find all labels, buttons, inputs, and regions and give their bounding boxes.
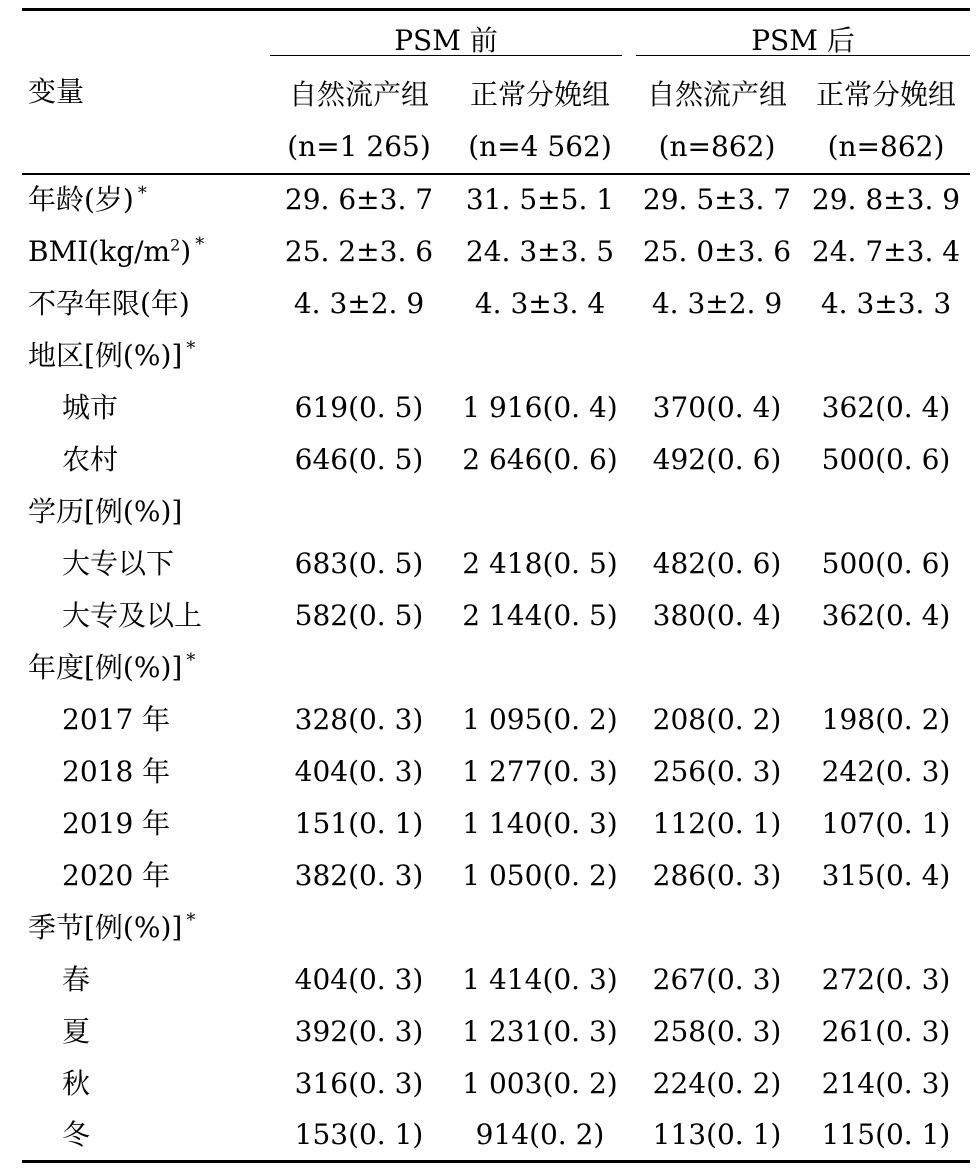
table-cell	[802, 642, 970, 694]
row-label-text: 2019 年	[62, 806, 171, 840]
table-cell: 286(0. 3)	[652, 858, 782, 892]
significance-marker: *	[186, 910, 196, 932]
table-cell: 4. 3±3. 3	[820, 286, 952, 320]
table-cell: 151(0. 1)	[294, 806, 424, 840]
table-cell	[270, 330, 448, 382]
row-label-text: 不孕年限(年)	[28, 286, 190, 320]
table-row	[22, 226, 970, 278]
table-cell	[802, 486, 970, 538]
table-cell: 619(0. 5)	[294, 390, 424, 424]
table-cell: 1 140(0. 3)	[462, 806, 618, 840]
table-cell: 582(0. 5)	[294, 598, 424, 632]
row-label	[22, 642, 270, 694]
table-row	[22, 434, 970, 486]
table-cell	[448, 902, 632, 954]
table-cell: 1 095(0. 2)	[462, 702, 618, 736]
table-cell: 1 231(0. 3)	[462, 1014, 618, 1048]
table-row	[22, 902, 970, 954]
table-cell: 24. 3±3. 5	[465, 234, 615, 268]
table-row	[22, 1006, 970, 1058]
table-cell: 224(0. 2)	[652, 1066, 782, 1100]
table-cell	[270, 642, 448, 694]
table-cell	[632, 330, 802, 382]
row-label-text: 夏	[62, 1014, 91, 1048]
row-label-text: 秋	[62, 1066, 91, 1100]
row-label	[22, 330, 270, 382]
row-label-text: 春	[62, 962, 91, 996]
group-after-label: PSM 后	[636, 27, 970, 56]
table-cell: 2 646(0. 6)	[462, 442, 618, 476]
table-cell: 1 003(0. 2)	[462, 1066, 618, 1100]
col-header-before-abortion: 自然流产组	[288, 77, 429, 111]
row-label-text: 年龄(岁)	[28, 183, 134, 216]
table-row	[22, 954, 970, 1006]
table-cell: 112(0. 1)	[652, 806, 782, 840]
row-label	[22, 746, 270, 798]
row-label-text: 农村	[62, 442, 119, 476]
table-cell: 261(0. 3)	[821, 1014, 951, 1048]
table-cell: 328(0. 3)	[294, 702, 424, 736]
table-cell: 272(0. 3)	[821, 962, 951, 996]
table-cell: 500(0. 6)	[821, 546, 951, 580]
table-cell: 113(0. 1)	[632, 1110, 802, 1162]
table-cell: 4. 3±2. 9	[651, 286, 783, 320]
table-cell: 380(0. 4)	[652, 598, 782, 632]
row-label-text: 地区[例(%)]	[28, 338, 183, 372]
table-cell: 153(0. 1)	[270, 1110, 448, 1162]
table-cell	[270, 902, 448, 954]
row-label	[22, 902, 270, 954]
table-cell: 2 418(0. 5)	[462, 546, 618, 580]
row-label-text: 2017 年	[62, 702, 171, 736]
row-label-text: 冬	[62, 1117, 91, 1151]
table-cell: 316(0. 3)	[294, 1066, 424, 1100]
row-label	[22, 954, 270, 1006]
table-row	[22, 330, 970, 382]
table-cell: 25. 2±3. 6	[284, 234, 434, 268]
table-cell: 404(0. 3)	[294, 754, 424, 788]
table-cell	[632, 642, 802, 694]
n-before-abortion: (n=1 265)	[270, 122, 448, 174]
row-label-text: 年度[例(%)]	[28, 650, 183, 684]
table-cell: 646(0. 5)	[294, 442, 424, 476]
table-cell: 198(0. 2)	[821, 702, 951, 736]
row-label	[22, 1110, 270, 1162]
row-label-text: 大专以下	[62, 546, 175, 580]
variable-header: 变量	[22, 10, 270, 174]
table-row	[22, 798, 970, 850]
row-label	[22, 174, 270, 226]
table-row	[22, 850, 970, 902]
row-label-text: 城市	[62, 390, 119, 424]
table-cell: 683(0. 5)	[294, 546, 424, 580]
table-row	[22, 382, 970, 434]
table-cell: 29. 8±3. 9	[811, 183, 961, 216]
table-cell: 31. 5±5. 1	[465, 183, 615, 216]
n-after-abortion: (n=862)	[632, 122, 802, 174]
data-table	[22, 8, 970, 1163]
table-cell: 214(0. 3)	[821, 1066, 951, 1100]
row-label	[22, 694, 270, 746]
group-before-label: PSM 前	[270, 27, 622, 56]
table-row	[22, 486, 970, 538]
table-row	[22, 694, 970, 746]
table-row	[22, 746, 970, 798]
table-cell: 1 050(0. 2)	[462, 858, 618, 892]
table-cell: 362(0. 4)	[821, 390, 951, 424]
table-cell: 258(0. 3)	[652, 1014, 782, 1048]
n-before-normal: (n=4 562)	[448, 122, 632, 174]
row-label-superscript: 2	[170, 235, 181, 255]
row-label	[22, 798, 270, 850]
significance-marker: *	[186, 650, 196, 672]
table-row	[22, 278, 970, 330]
significance-marker: *	[195, 234, 205, 256]
row-label-tail: )	[180, 234, 192, 268]
table-cell: 267(0. 3)	[652, 962, 782, 996]
table-row	[22, 1058, 970, 1110]
table-cell	[448, 330, 632, 382]
table-cell: 362(0. 4)	[821, 598, 951, 632]
significance-marker: *	[186, 338, 196, 360]
row-label	[22, 278, 270, 330]
table-cell	[270, 486, 448, 538]
table-cell	[448, 486, 632, 538]
table-header	[22, 10, 970, 174]
table-cell: 4. 3±3. 4	[474, 286, 606, 320]
table-cell: 492(0. 6)	[652, 442, 782, 476]
table-cell: 1 916(0. 4)	[462, 390, 618, 424]
table-cell: 370(0. 4)	[652, 390, 782, 424]
table-cell: 1 277(0. 3)	[462, 754, 618, 788]
col-header-after-normal: 正常分娩组	[815, 77, 956, 111]
table-cell: 404(0. 3)	[294, 962, 424, 996]
row-label-text: 2018 年	[62, 754, 171, 788]
row-label-text: 大专及以上	[62, 598, 203, 632]
table-cell: 315(0. 4)	[821, 858, 951, 892]
row-label	[22, 434, 270, 486]
table-body	[22, 174, 970, 1162]
table-cell	[802, 330, 970, 382]
table-row	[22, 1110, 970, 1162]
group-header-before	[270, 10, 632, 68]
table-cell: 382(0. 3)	[294, 858, 424, 892]
row-label-text: 2020 年	[62, 858, 171, 892]
table-row	[22, 174, 970, 226]
table-cell: 4. 3±2. 9	[293, 286, 425, 320]
row-label	[22, 1058, 270, 1110]
row-label	[22, 226, 270, 278]
table-cell: 500(0. 6)	[821, 442, 951, 476]
row-label	[22, 590, 270, 642]
group-header-after	[632, 10, 970, 68]
table-cell: 914(0. 2)	[448, 1110, 632, 1162]
table-row	[22, 590, 970, 642]
table-cell: 115(0. 1)	[802, 1110, 970, 1162]
table-cell: 482(0. 6)	[652, 546, 782, 580]
table-cell	[802, 902, 970, 954]
table-cell: 29. 6±3. 7	[284, 183, 434, 216]
row-label-text: BMI(kg/m	[28, 234, 171, 268]
table-cell: 25. 0±3. 6	[642, 234, 792, 268]
n-after-normal: (n=862)	[802, 122, 970, 174]
table-row	[22, 642, 970, 694]
col-header-after-abortion: 自然流产组	[646, 77, 787, 111]
table-cell: 256(0. 3)	[652, 754, 782, 788]
row-label-text: 学历[例(%)]	[28, 494, 183, 528]
table-cell: 392(0. 3)	[294, 1014, 424, 1048]
table-cell: 242(0. 3)	[821, 754, 951, 788]
col-header-before-normal: 正常分娩组	[469, 77, 610, 111]
table-cell: 29. 5±3. 7	[642, 183, 792, 216]
table-cell: 1 414(0. 3)	[462, 962, 618, 996]
table-cell	[448, 642, 632, 694]
table-cell: 2 144(0. 5)	[462, 598, 618, 632]
row-label-text: 季节[例(%)]	[28, 910, 183, 944]
significance-marker: *	[137, 182, 147, 204]
table-cell	[632, 486, 802, 538]
row-label	[22, 382, 270, 434]
table-cell: 107(0. 1)	[821, 806, 951, 840]
table-cell: 208(0. 2)	[652, 702, 782, 736]
row-label	[22, 486, 270, 538]
row-label	[22, 1006, 270, 1058]
row-label	[22, 538, 270, 590]
table-cell	[632, 902, 802, 954]
table-row	[22, 538, 970, 590]
table-cell: 24. 7±3. 4	[811, 234, 961, 268]
row-label	[22, 850, 270, 902]
